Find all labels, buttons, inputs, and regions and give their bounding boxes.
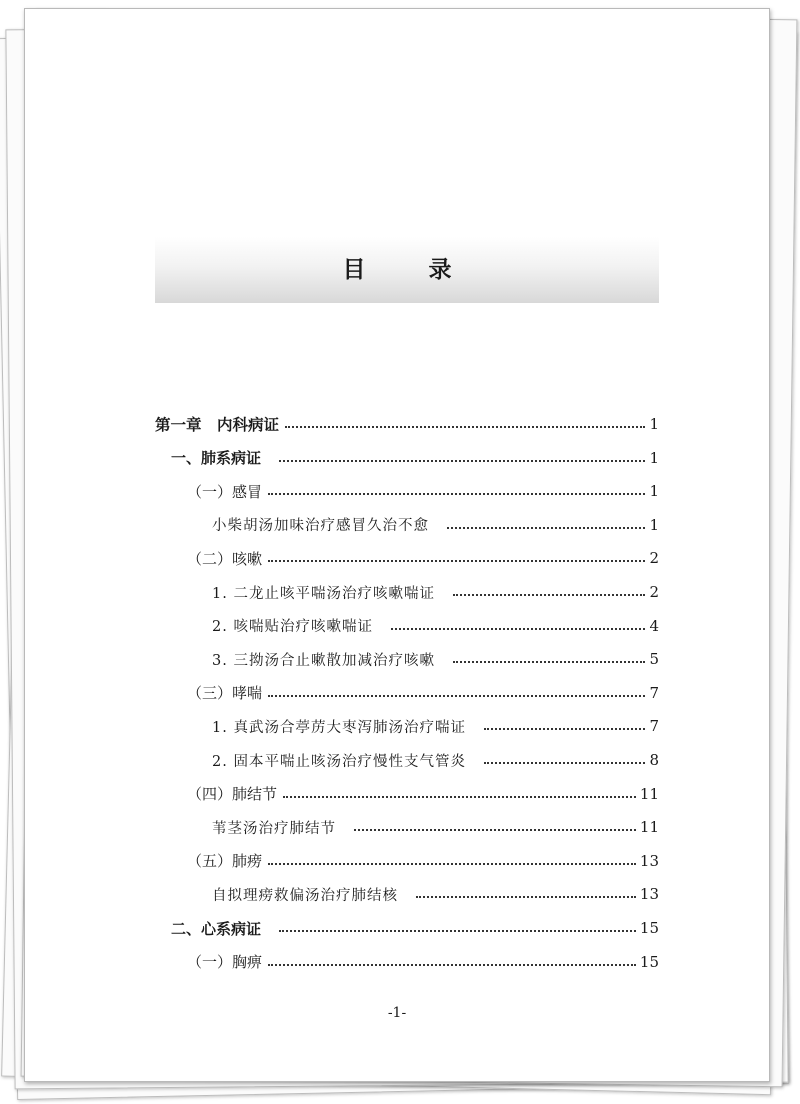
toc-subsection[interactable] bbox=[187, 848, 659, 874]
toc-page-number: 1 bbox=[649, 482, 659, 501]
toc-entry[interactable] bbox=[212, 579, 659, 605]
toc-page-number: 1 bbox=[649, 415, 659, 433]
dot-leader bbox=[283, 796, 636, 798]
toc-section[interactable] bbox=[171, 445, 659, 471]
toc-page-number: 4 bbox=[649, 616, 659, 635]
toc-entry[interactable] bbox=[212, 747, 659, 773]
dot-leader bbox=[447, 527, 645, 529]
toc-subsection[interactable] bbox=[187, 478, 659, 504]
toc-entry-title: 3. 三拗汤合止嗽散加减治疗咳嗽 bbox=[212, 652, 435, 669]
toc-entry[interactable] bbox=[212, 713, 659, 739]
toc-entry-title: 自拟理痨救偏汤治疗肺结核 bbox=[212, 887, 398, 904]
dot-leader bbox=[279, 460, 645, 462]
toc-chapter[interactable] bbox=[155, 411, 659, 437]
toc-page-number: 13 bbox=[639, 851, 659, 870]
toc-page-number: 1 bbox=[649, 448, 659, 467]
dot-leader bbox=[268, 560, 645, 562]
toc-page-number: 2 bbox=[649, 549, 659, 568]
toc-entry-title: 苇茎汤治疗肺结节 bbox=[212, 820, 336, 837]
toc-page-number: 2 bbox=[649, 583, 659, 601]
dot-leader bbox=[268, 863, 636, 865]
toc-entry-title: 1. 真武汤合葶苈大枣泻肺汤治疗喘证 bbox=[212, 719, 466, 736]
dot-leader bbox=[268, 964, 636, 966]
toc-subsection[interactable] bbox=[187, 781, 659, 807]
toc-page-number: 5 bbox=[649, 650, 659, 669]
dot-leader bbox=[484, 728, 646, 730]
toc-entry-title: （二）咳嗽 bbox=[187, 549, 263, 568]
toc-subsection[interactable] bbox=[187, 545, 659, 571]
toc-entry-title: 一、肺系病证 bbox=[171, 449, 262, 468]
page-title: 目 录 bbox=[342, 257, 472, 283]
toc-entry-title: （五）肺痨 bbox=[187, 852, 263, 871]
toc-page bbox=[24, 8, 770, 1082]
dot-leader bbox=[354, 829, 636, 831]
toc-entry[interactable] bbox=[212, 881, 659, 907]
page-number: -1- bbox=[387, 1005, 407, 1021]
toc-subsection[interactable] bbox=[187, 949, 659, 975]
toc-page-number: 7 bbox=[649, 717, 659, 736]
toc-page-number: 7 bbox=[649, 683, 659, 702]
toc-entry[interactable] bbox=[212, 613, 659, 639]
dot-leader bbox=[484, 762, 646, 764]
toc-page-number: 11 bbox=[639, 784, 659, 803]
toc-page-number: 13 bbox=[639, 885, 659, 904]
title-band bbox=[155, 237, 659, 303]
toc-entry-title: （一）胸痹 bbox=[187, 953, 263, 972]
toc-entry-title: 2. 咳喘贴治疗咳嗽喘证 bbox=[212, 619, 373, 636]
toc-page-number: 8 bbox=[649, 751, 659, 769]
toc-entry-title: 2. 固本平喘止咳汤治疗慢性支气管炎 bbox=[212, 753, 466, 770]
toc-entry-title: 1. 二龙止咳平喘汤治疗咳嗽喘证 bbox=[212, 585, 435, 602]
toc-entry[interactable] bbox=[212, 646, 659, 672]
dot-leader bbox=[416, 896, 636, 898]
toc-entry-title: 小柴胡汤加味治疗感冒久治不愈 bbox=[212, 518, 429, 535]
dot-leader bbox=[285, 426, 645, 428]
dot-leader bbox=[391, 628, 646, 630]
toc-entry[interactable] bbox=[212, 512, 659, 538]
toc-entry-title: （一）感冒 bbox=[187, 482, 263, 501]
dot-leader bbox=[268, 493, 645, 495]
toc-page-number: 15 bbox=[639, 952, 659, 971]
dot-leader bbox=[453, 594, 646, 596]
toc-page-number: 11 bbox=[639, 818, 659, 837]
toc-entry-title: 第一章 内科病证 bbox=[155, 416, 280, 434]
toc-entry[interactable] bbox=[212, 814, 659, 840]
dot-leader bbox=[268, 695, 645, 697]
dot-leader bbox=[453, 661, 646, 663]
dot-leader bbox=[279, 930, 636, 932]
toc-entry-title: （四）肺结节 bbox=[187, 785, 278, 804]
toc-section[interactable] bbox=[171, 915, 659, 941]
toc-subsection[interactable] bbox=[187, 680, 659, 706]
toc-page-number: 15 bbox=[639, 919, 659, 937]
toc-entry-title: （三）哮喘 bbox=[187, 684, 263, 703]
toc-page-number: 1 bbox=[649, 515, 659, 534]
toc-entry-title: 二、心系病证 bbox=[171, 919, 262, 938]
